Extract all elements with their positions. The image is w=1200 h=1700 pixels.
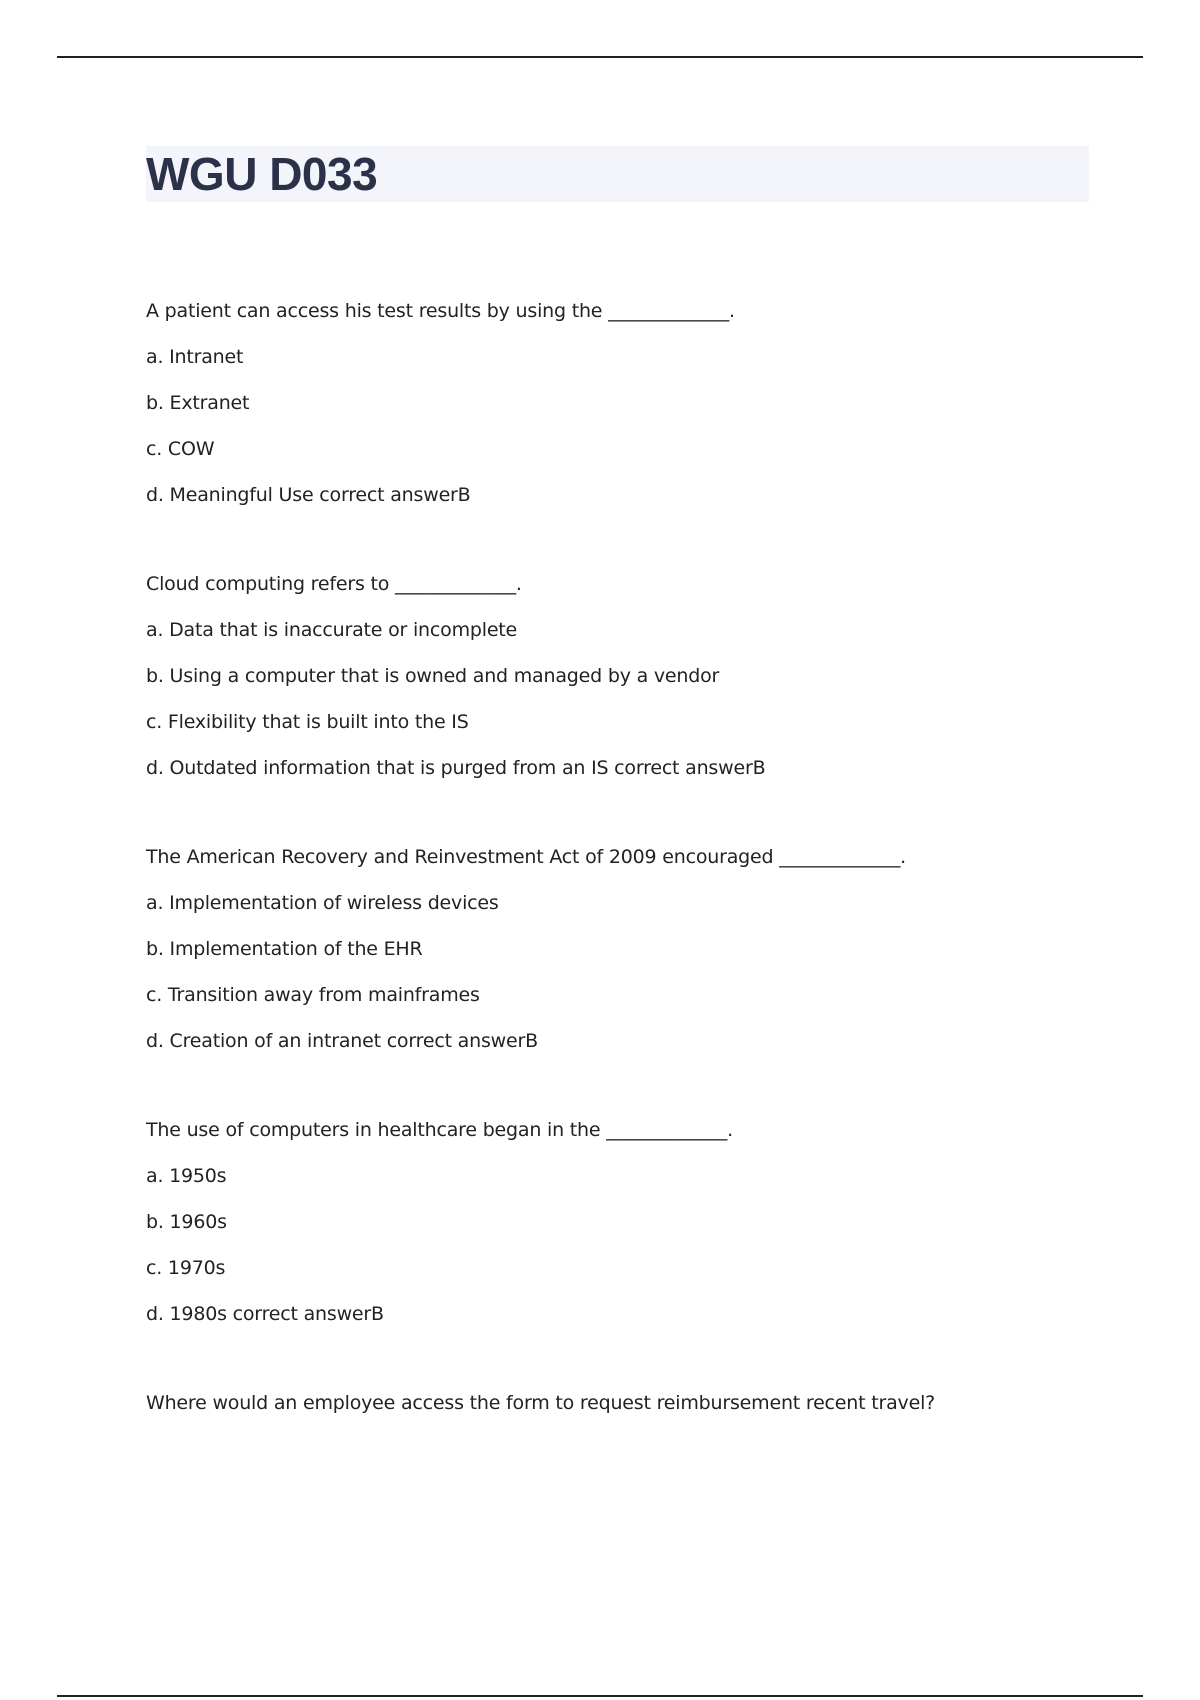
answer-option: a. Intranet bbox=[146, 346, 244, 368]
answer-option: a. 1950s bbox=[146, 1165, 227, 1187]
top-rule bbox=[57, 56, 1143, 58]
answer-option: b. Using a computer that is owned and managed by a vendor bbox=[146, 665, 720, 687]
question-prompt: Where would an employee access the form to request reimbursement recent travel? bbox=[146, 1392, 936, 1414]
answer-option: d. Creation of an intranet correct answerB bbox=[146, 1030, 538, 1052]
answer-option: b. Implementation of the EHR bbox=[146, 938, 423, 960]
question-block-1 bbox=[146, 288, 1096, 561]
answer-option: a. Data that is inaccurate or incomplete bbox=[146, 619, 518, 641]
answer-option: a. Implementation of wireless devices bbox=[146, 892, 499, 914]
question-block-5 bbox=[146, 1380, 1096, 1653]
question-list bbox=[146, 288, 1096, 1653]
question-block-4 bbox=[146, 1107, 1096, 1380]
answer-option: b. Extranet bbox=[146, 392, 250, 414]
answer-option: b. 1960s bbox=[146, 1211, 227, 1233]
question-prompt: Cloud computing refers to _____________. bbox=[146, 573, 522, 595]
answer-option: d. Outdated information that is purged from an IS correct answerB bbox=[146, 757, 766, 779]
question-block-2 bbox=[146, 561, 1096, 834]
answer-option: c. Flexibility that is built into the IS bbox=[146, 711, 469, 733]
question-prompt: The American Recovery and Reinvestment Act of 2009 encouraged _____________. bbox=[146, 846, 906, 868]
answer-option: d. 1980s correct answerB bbox=[146, 1303, 384, 1325]
bottom-rule bbox=[57, 1695, 1143, 1697]
question-prompt: A patient can access his test results by using the _____________. bbox=[146, 300, 735, 322]
answer-option: c. Transition away from mainframes bbox=[146, 984, 480, 1006]
question-block-3 bbox=[146, 834, 1096, 1107]
question-prompt: The use of computers in healthcare began in the _____________. bbox=[146, 1119, 733, 1141]
answer-option: c. COW bbox=[146, 438, 215, 460]
document-title: WGU D033 bbox=[146, 148, 378, 200]
answer-option: d. Meaningful Use correct answerB bbox=[146, 484, 471, 506]
answer-option: c. 1970s bbox=[146, 1257, 226, 1279]
